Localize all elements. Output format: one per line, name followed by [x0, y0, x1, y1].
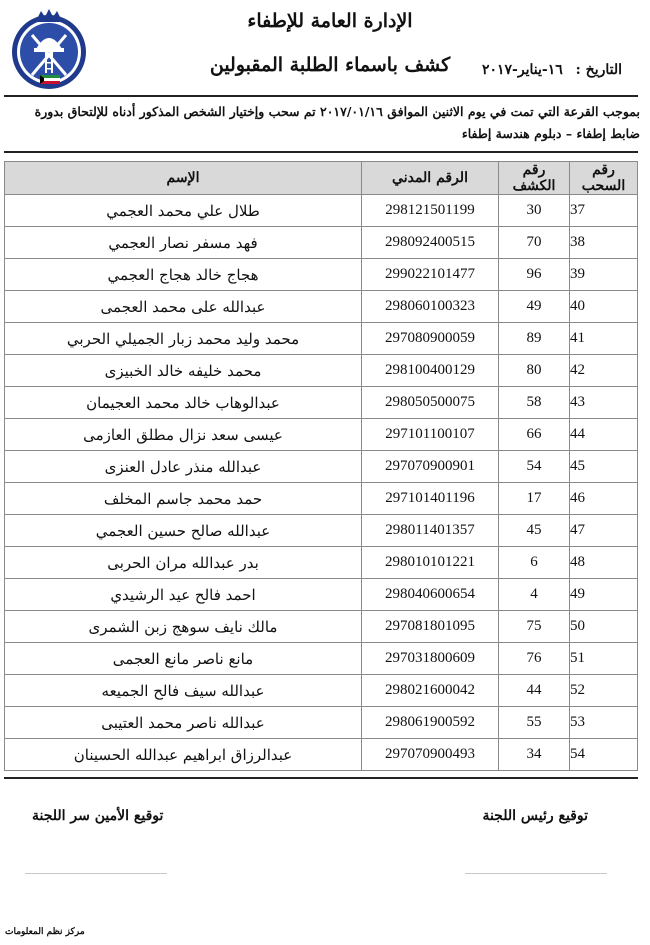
draw-no-cell: 46 [570, 483, 638, 515]
table-header-row [5, 162, 638, 195]
draw-no-cell: 40 [570, 291, 638, 323]
fire-department-emblem-icon [10, 5, 88, 93]
draw-no-cell: 48 [570, 547, 638, 579]
table-row [5, 547, 638, 579]
draw-no-cell: 37 [570, 195, 638, 227]
name-cell: عبدالله سيف فالح الجميعه [5, 675, 362, 707]
civil-id-cell: 298021600042 [362, 675, 499, 707]
name-cell: محمد خليفه خالد الخبيزى [5, 355, 362, 387]
list-no-cell: 66 [499, 419, 570, 451]
name-cell: عبدالرزاق ابراهيم عبدالله الحسينان [5, 739, 362, 771]
list-no-cell: 75 [499, 611, 570, 643]
draw-no-cell: 39 [570, 259, 638, 291]
table-row [5, 259, 638, 291]
list-no-cell: 34 [499, 739, 570, 771]
draw-no-cell: 54 [570, 739, 638, 771]
list-no-cell: 89 [499, 323, 570, 355]
page-subtitle: كشف باسماء الطلبة المقبولين [209, 54, 451, 76]
name-cell: محمد وليد محمد زبار الجميلي الحربي [5, 323, 362, 355]
table-row [5, 515, 638, 547]
date-line [482, 62, 622, 78]
table-row [5, 675, 638, 707]
name-cell: فهد مسفر نصار العجمي [5, 227, 362, 259]
civil-id-cell: 297081801095 [362, 611, 499, 643]
footer-text: مركز نظم المعلومات [5, 927, 85, 937]
table-row [5, 611, 638, 643]
date-value: ١٦-يناير-٢٠١٧ [481, 62, 563, 78]
list-no-cell: 17 [499, 483, 570, 515]
civil-id-cell: 298010101221 [362, 547, 499, 579]
civil-id-cell: 298092400515 [362, 227, 499, 259]
civil-id-cell: 298040600654 [362, 579, 499, 611]
intro-divider [4, 151, 638, 153]
list-no-cell: 45 [499, 515, 570, 547]
name-cell: مانع ناصر مانع العجمى [5, 643, 362, 675]
table-row [5, 195, 638, 227]
name-cell: عبدالله منذر عادل العنزى [5, 451, 362, 483]
draw-no-cell: 43 [570, 387, 638, 419]
civil-id-cell: 297101401196 [362, 483, 499, 515]
draw-no-cell: 52 [570, 675, 638, 707]
draw-no-cell: 49 [570, 579, 638, 611]
table-row [5, 579, 638, 611]
intro-line-1: بموجب القرعة التي تمت في يوم الاثنين الموافق ٢٠١٧/٠١/١٦ تم سحب وإختيار الشخص المذكور أدناه للإلتحاق بدورة [34, 104, 640, 119]
header-list-no: رقم الكشف [499, 162, 570, 195]
header-draw-no: رقم السحب [570, 162, 638, 195]
table-row [5, 227, 638, 259]
draw-no-cell: 41 [570, 323, 638, 355]
name-cell: عيسى سعد نزال مطلق العازمى [5, 419, 362, 451]
table-row [5, 483, 638, 515]
civil-id-cell: 297070900901 [362, 451, 499, 483]
chair-signature-label: توقيع رئيس اللجنة [482, 808, 588, 824]
draw-no-cell: 38 [570, 227, 638, 259]
civil-id-cell: 298100400129 [362, 355, 499, 387]
table-bottom-divider [4, 777, 638, 779]
list-no-cell: 49 [499, 291, 570, 323]
name-cell: طلال علي محمد العجمي [5, 195, 362, 227]
name-cell: عبدالله ناصر محمد العتيبى [5, 707, 362, 739]
table-row [5, 291, 638, 323]
table-row [5, 643, 638, 675]
draw-no-cell: 53 [570, 707, 638, 739]
table-row [5, 739, 638, 771]
table-row [5, 323, 638, 355]
table-row [5, 419, 638, 451]
civil-id-cell: 299022101477 [362, 259, 499, 291]
draw-no-cell: 45 [570, 451, 638, 483]
civil-id-cell: 298060100323 [362, 291, 499, 323]
draw-no-cell: 44 [570, 419, 638, 451]
list-no-cell: 54 [499, 451, 570, 483]
civil-id-cell: 297031800609 [362, 643, 499, 675]
secretary-signature-label: توقيع الأمين سر اللجنة [32, 808, 164, 824]
table-row [5, 387, 638, 419]
name-cell: بدر عبدالله مران الحربى [5, 547, 362, 579]
header-civil-id: الرقم المدني [362, 162, 499, 195]
list-no-cell: 55 [499, 707, 570, 739]
list-no-cell: 58 [499, 387, 570, 419]
list-no-cell: 80 [499, 355, 570, 387]
name-cell: حمد محمد جاسم المخلف [5, 483, 362, 515]
header-name: الإسم [5, 162, 362, 195]
chair-signature-line [465, 873, 607, 874]
list-no-cell: 76 [499, 643, 570, 675]
civil-id-cell: 298061900592 [362, 707, 499, 739]
secretary-signature-line [25, 873, 167, 874]
civil-id-cell: 298121501199 [362, 195, 499, 227]
table-row [5, 355, 638, 387]
draw-no-cell: 50 [570, 611, 638, 643]
name-cell: عبدالله على محمد العجمى [5, 291, 362, 323]
table-row [5, 451, 638, 483]
list-no-cell: 6 [499, 547, 570, 579]
civil-id-cell: 297080900059 [362, 323, 499, 355]
list-no-cell: 44 [499, 675, 570, 707]
civil-id-cell: 298011401357 [362, 515, 499, 547]
name-cell: احمد فالح عيد الرشيدي [5, 579, 362, 611]
name-cell: عبدالله صالح حسين العجمي [5, 515, 362, 547]
draw-no-cell: 42 [570, 355, 638, 387]
name-cell: مالك نايف سوهج زبن الشمرى [5, 611, 362, 643]
header-divider [4, 95, 638, 97]
list-no-cell: 30 [499, 195, 570, 227]
name-cell: هجاج خالد هجاج العجمي [5, 259, 362, 291]
list-no-cell: 70 [499, 227, 570, 259]
date-label: التاريخ : [575, 62, 622, 78]
draw-no-cell: 51 [570, 643, 638, 675]
name-cell: عبدالوهاب خالد محمد العجيمان [5, 387, 362, 419]
page-title: الإدارة العامة للإطفاء [247, 10, 413, 32]
list-no-cell: 4 [499, 579, 570, 611]
table-row [5, 707, 638, 739]
civil-id-cell: 297101100107 [362, 419, 499, 451]
accepted-students-table [4, 161, 638, 771]
intro-line-2: ضابط إطفاء – دبلوم هندسة إطفاء [461, 126, 640, 141]
draw-no-cell: 47 [570, 515, 638, 547]
civil-id-cell: 297070900493 [362, 739, 499, 771]
civil-id-cell: 298050500075 [362, 387, 499, 419]
list-no-cell: 96 [499, 259, 570, 291]
intro-paragraph [8, 101, 640, 145]
